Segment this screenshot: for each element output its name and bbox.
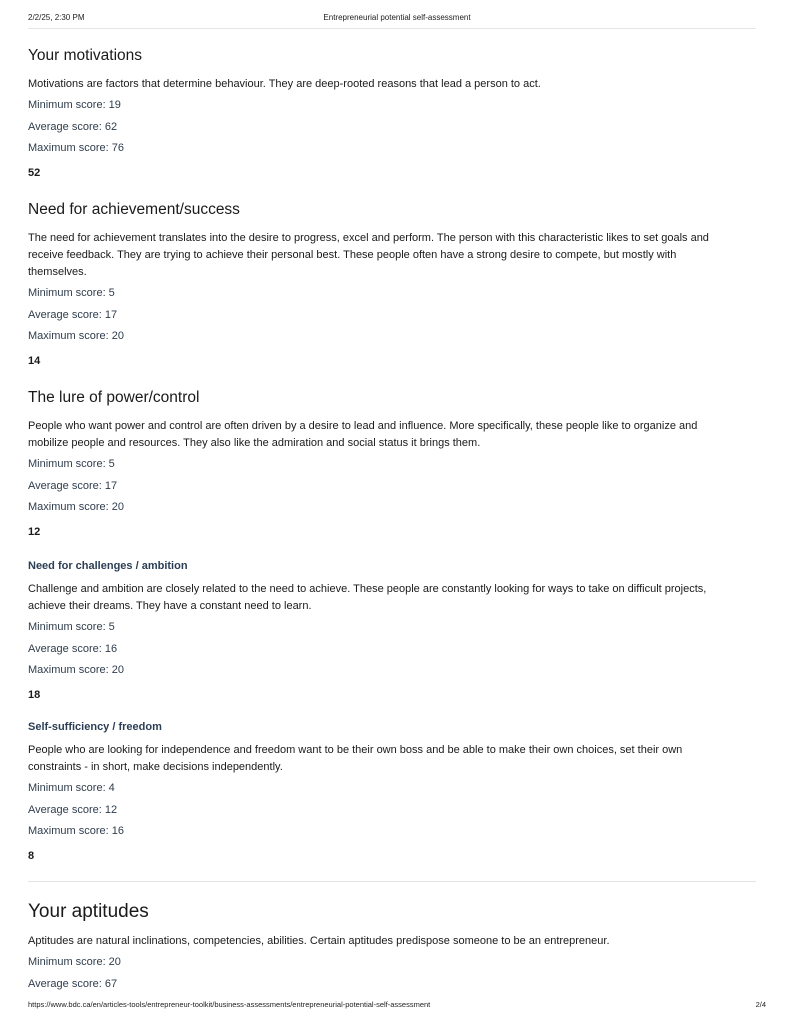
- freedom-description: People who are looking for independence and freedom want to be their own boss and be able to make their own choices, set their own constraints - in short, make decisions independently.: [28, 744, 683, 773]
- page-number: 2/4: [755, 1000, 766, 1009]
- section-divider: [28, 881, 756, 882]
- achievement-user-score: 14: [28, 355, 41, 367]
- motivations-max-score: Maximum score: 76: [28, 142, 124, 154]
- achievement-max-score: Maximum score: 20: [28, 330, 124, 342]
- motivations-min-score: Minimum score: 19: [28, 99, 121, 111]
- challenges-max-score: Maximum score: 20: [28, 664, 124, 676]
- print-footer: [28, 1000, 766, 1012]
- freedom-section: [28, 720, 718, 864]
- motivations-user-score: 52: [28, 167, 41, 179]
- aptitudes-description: Aptitudes are natural inclinations, competencies, abilities. Certain aptitudes predispose someone to be an entrepreneur.: [28, 935, 610, 947]
- motivations-avg-score: Average score: 62: [28, 120, 118, 133]
- power-section: [28, 388, 718, 540]
- challenges-heading: Need for challenges / ambition: [28, 560, 188, 572]
- aptitudes-section: [28, 900, 718, 993]
- power-description: People who want power and control are often driven by a desire to lead and influence. More specifically, these people like to organize and mobilize people and resources. They also like the admiration and social status it brings them.: [28, 420, 698, 449]
- achievement-description: The need for achievement translates into the desire to progress, excel and perform. The person with this characteristic likes to set goals and receive feedback. They are trying to achieve their personal best. These people often have a strong desire to compete, but mostly with themselves.: [28, 232, 709, 278]
- assessment-results: [28, 46, 718, 1012]
- achievement-min-score: Minimum score: 5: [28, 287, 115, 299]
- achievement-section: [28, 200, 718, 369]
- challenges-avg-score: Average score: 16: [28, 642, 118, 655]
- motivations-section: [28, 46, 718, 181]
- aptitudes-avg-score: Average score: 67: [28, 977, 118, 990]
- freedom-heading: Self-sufficiency / freedom: [28, 721, 162, 733]
- print-page-title: Entrepreneurial potential self-assessment: [323, 13, 471, 22]
- challenges-section: [28, 559, 718, 703]
- freedom-user-score: 8: [28, 850, 35, 862]
- motivations-description: Motivations are factors that determine behaviour. They are deep-rooted reasons that lead a person to act.: [28, 78, 541, 90]
- challenges-min-score: Minimum score: 5: [28, 621, 115, 633]
- page-url: https://www.bdc.ca/en/articles-tools/entrepreneur-toolkit/business-assessments/entrepreneurial-potential-self-assessment: [28, 1000, 431, 1009]
- motivations-heading: Your motivations: [28, 47, 143, 64]
- freedom-avg-score: Average score: 12: [28, 803, 118, 816]
- challenges-user-score: 18: [28, 689, 41, 701]
- power-max-score: Maximum score: 20: [28, 501, 124, 513]
- achievement-avg-score: Average score: 17: [28, 308, 118, 321]
- power-heading: The lure of power/control: [28, 389, 200, 406]
- freedom-min-score: Minimum score: 4: [28, 782, 115, 794]
- challenges-description: Challenge and ambition are closely related to the need to achieve. These people are constantly looking for ways to take on difficult projects, achieve their dreams. They have a constant need to learn.: [28, 583, 707, 612]
- header-divider: [28, 28, 756, 29]
- print-datetime: 2/2/25, 2:30 PM: [28, 13, 85, 22]
- aptitudes-min-score: Minimum score: 20: [28, 956, 121, 968]
- freedom-max-score: Maximum score: 16: [28, 825, 124, 837]
- power-user-score: 12: [28, 526, 41, 538]
- power-min-score: Minimum score: 5: [28, 458, 115, 470]
- power-avg-score: Average score: 17: [28, 479, 118, 492]
- print-header: [28, 13, 766, 27]
- aptitudes-heading: Your aptitudes: [28, 901, 149, 922]
- achievement-heading: Need for achievement/success: [28, 201, 240, 218]
